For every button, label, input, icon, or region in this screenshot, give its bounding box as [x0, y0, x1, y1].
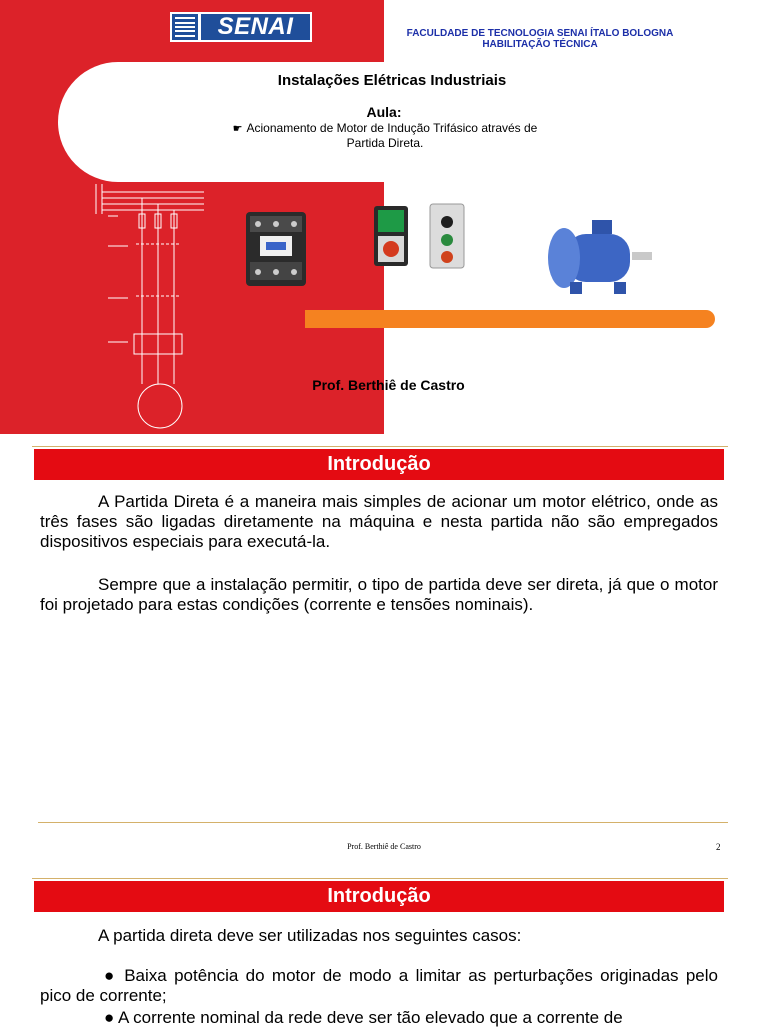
- push-buttons-icon: [370, 200, 470, 272]
- aula-topic: [212, 121, 558, 150]
- paragraph: A Partida Direta é a maneira mais simples de acionar um motor elétrico, onde as três fases são ligadas diretamente na máquina e nesta partida não são empregados dispositivos especiais para executá-la.: [40, 492, 718, 551]
- course-title: Instalações Elétricas Industriais: [277, 72, 507, 89]
- bullet-item: ● Baixa potência do motor de modo a limitar as perturbações originadas pelo pico de corrente;: [40, 966, 718, 1005]
- senai-logo: [170, 12, 312, 42]
- pointing-hand-icon: ☛: [232, 123, 243, 135]
- section-header: Introdução: [34, 449, 724, 480]
- institution-name: [384, 28, 696, 50]
- cover-slide: [0, 0, 768, 434]
- electric-motor-icon: [540, 212, 658, 304]
- aula-topic-line-1: Acionamento de Motor de Indução Trifásico através de: [246, 121, 538, 135]
- aula-topic-line-2: Partida Direta.: [346, 136, 424, 150]
- contactor-icon: [240, 206, 312, 292]
- decorative-orange-bar: [305, 310, 715, 328]
- footer-divider: [38, 822, 728, 823]
- paragraph: A partida direta deve ser utilizadas nos seguintes casos:: [98, 926, 522, 945]
- aula-label: Aula:: [366, 104, 402, 120]
- footer-professor: Prof. Berthiê de Castro: [347, 842, 421, 851]
- institution-line-2: HABILITAÇÃO TÉCNICA: [482, 39, 598, 50]
- section-divider: [32, 878, 728, 879]
- wiring-diagram-icon: [88, 184, 218, 434]
- page-number: 2: [716, 842, 721, 852]
- professor-name: Prof. Berthiê de Castro: [312, 377, 465, 393]
- bullet-item: ● A corrente nominal da rede deve ser tão elevado que a corrente de: [104, 1008, 623, 1027]
- senai-emblem-icon: [172, 14, 198, 40]
- institution-line-1: FACULDADE DE TECNOLOGIA SENAI ÍTALO BOLOGNA: [406, 28, 674, 39]
- paragraph: Sempre que a instalação permitir, o tipo de partida deve ser direta, já que o motor foi projetado para estas condições (corrente e tensões nominais).: [40, 575, 718, 614]
- section-header: Introdução: [34, 881, 724, 912]
- logo-text: SENAI: [201, 14, 310, 40]
- section-divider: [32, 446, 728, 447]
